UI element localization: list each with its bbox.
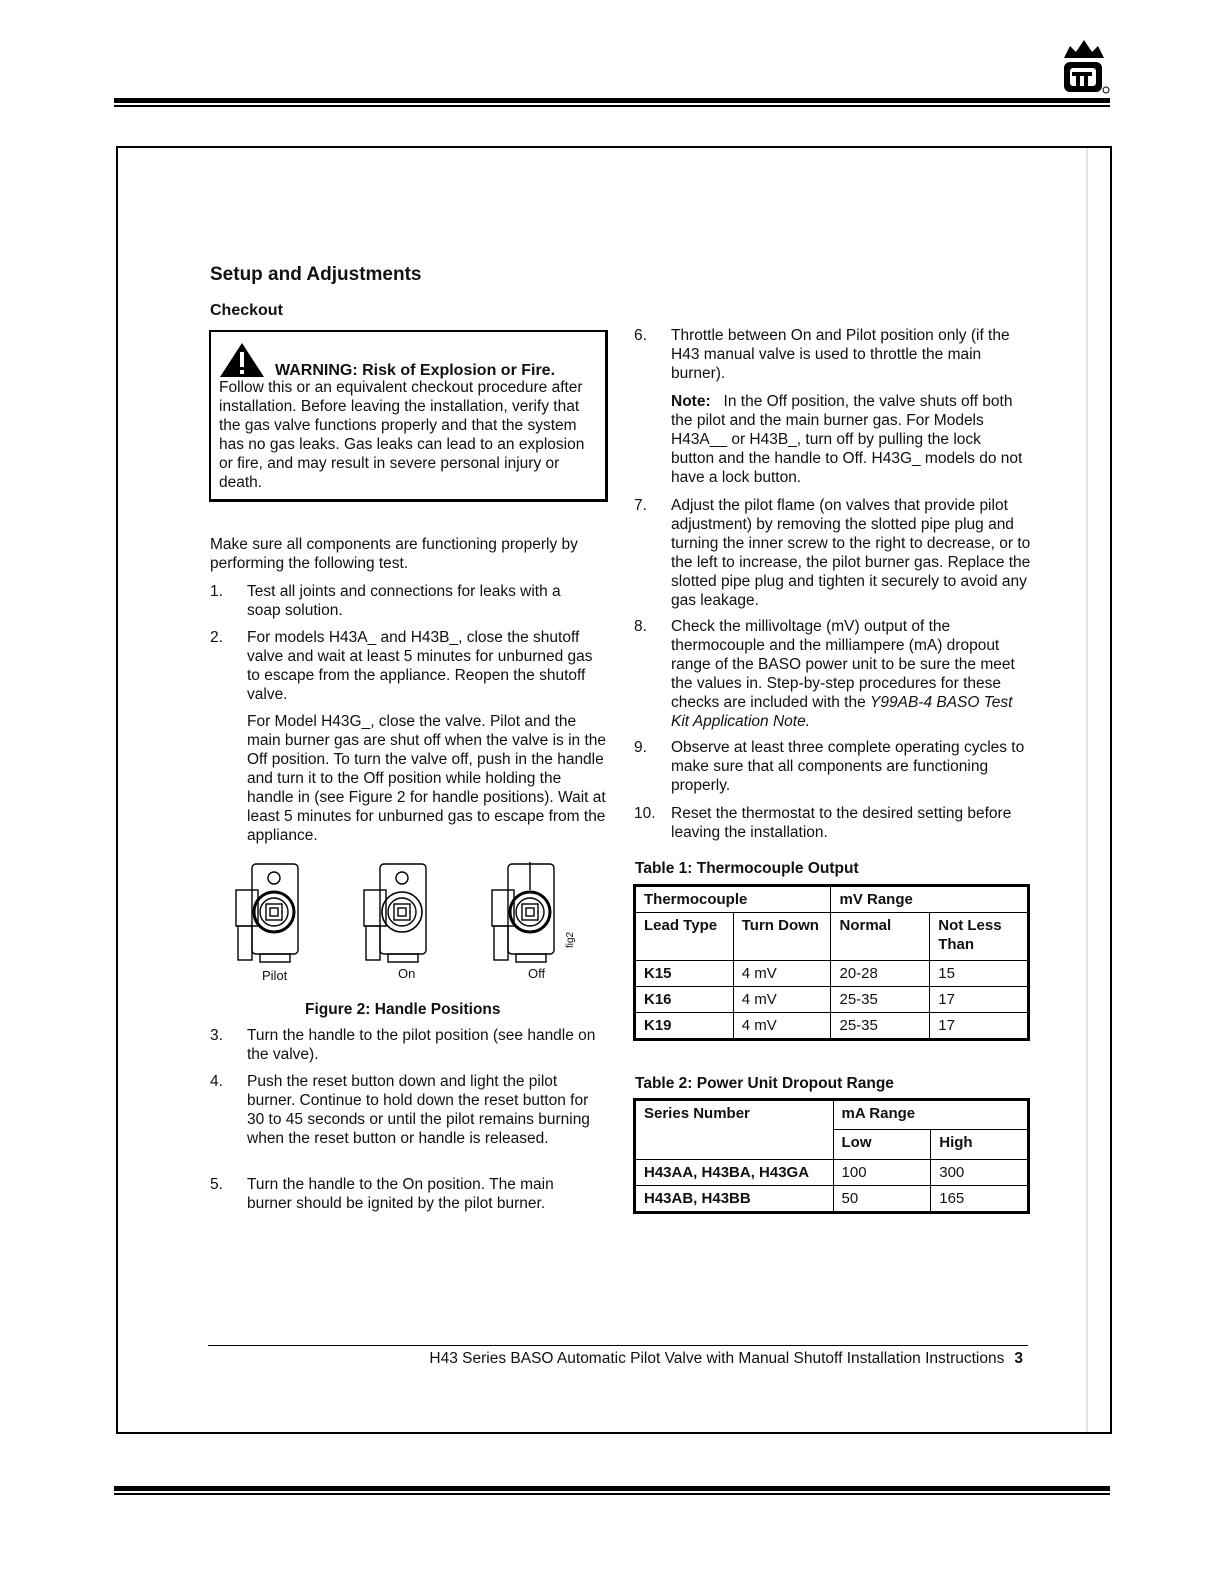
bottom-rule-thick [114, 1486, 1110, 1491]
table-cell: 300 [931, 1160, 1029, 1186]
figure-label-off: Off [528, 966, 546, 981]
footer-rule [208, 1345, 1028, 1346]
page-number: 3 [1014, 1350, 1023, 1367]
table-row [635, 1186, 1029, 1213]
frame-shadow [1086, 148, 1088, 1432]
table-group-header: Thermocouple [635, 886, 831, 913]
table-row [635, 961, 1029, 987]
step-text: Observe at least three complete operating cycles to make sure that all components are functioning properly. [671, 739, 1025, 794]
figure-id: fig2 [565, 931, 576, 948]
warning-title: WARNING: Risk of Explosion or Fire. [275, 362, 556, 379]
figure-caption: Figure 2: Handle Positions [305, 1001, 501, 1018]
power-unit-dropout-table [633, 1098, 1030, 1214]
step-number: 2. [210, 629, 223, 646]
table-cell: 20-28 [831, 961, 930, 987]
table-cell: 17 [930, 1013, 1029, 1040]
table-header: Lead Type [635, 913, 734, 961]
table-header: Normal [831, 913, 930, 961]
table-cell: 25-35 [831, 987, 930, 1013]
step-text: Reset the thermostat to the desired setting before leaving the installation. [671, 805, 1012, 841]
table-cell: 165 [931, 1186, 1029, 1213]
table-row [635, 987, 1029, 1013]
step-8-reference: Y99AB-4 BASO Test Kit Application Note. [671, 694, 1013, 730]
step-number: 3. [210, 1027, 223, 1044]
step-text: Turn the handle to the pilot position (see handle on the valve). [247, 1027, 596, 1063]
table-header: Low [833, 1130, 931, 1160]
step-number: 10. [634, 805, 656, 822]
step-text: Turn the handle to the On position. The main burner should be ignited by the pilot burner. [247, 1176, 554, 1212]
valve-diagrams [230, 862, 582, 970]
step-number: 8. [634, 618, 647, 635]
table-cell: K15 [635, 961, 734, 987]
table-cell: 17 [930, 987, 1029, 1013]
table-row [635, 1160, 1029, 1186]
step-text: Adjust the pilot flame (on valves that provide pilot adjustment) by removing the slotted pipe plug and turning the inner screw to the right to decrease, or to the left to increase, the pilot burner gas. Replace the slotted pipe plug and tighten it securely to avoid any gas leakage. [671, 497, 1031, 609]
note-block [671, 392, 1026, 487]
section-subtitle: Checkout [210, 302, 283, 319]
warning-icon [219, 342, 265, 378]
table-row [635, 1013, 1029, 1040]
table-cell: K19 [635, 1013, 734, 1040]
step-text: Throttle between On and Pilot position only (if the H43 manual valve is used to throttle the main burner). [671, 327, 1010, 382]
step-text: For models H43A_ and H43B_, close the shutoff valve and wait at least 5 minutes for unburned gas to escape from the appliance. Reopen the shutoff valve. [247, 629, 593, 703]
table-cell: H43AA, H43BA, H43GA [635, 1160, 834, 1186]
step-text [671, 617, 1026, 731]
step-number: 5. [210, 1176, 223, 1193]
figure-label-pilot: Pilot [262, 968, 288, 983]
figure-label-on: On [398, 966, 416, 981]
step-text: For Model H43G_, close the valve. Pilot and the main burner gas are shut off when the valve is in the Off position. To turn the valve off, push in the handle and turn it to the Off position while holding the handle in (see Figure 2 for handle positions). Wait at least 5 minutes for unburned gas to escape from the appliance. [247, 713, 607, 844]
section-title: Setup and Adjustments [210, 264, 422, 285]
footer-title: H43 Series BASO Automatic Pilot Valve with Manual Shutoff Installation Instructions [429, 1350, 1005, 1367]
table-cell: 25-35 [831, 1013, 930, 1040]
step-number: 9. [634, 739, 647, 756]
table2-caption: Table 2: Power Unit Dropout Range [635, 1075, 894, 1092]
top-rule-thin [114, 105, 1110, 107]
table-cell: 100 [833, 1160, 931, 1186]
warning-box [209, 330, 608, 502]
note-text: In the Off position, the valve shuts off both the pilot and the main burner gas. For Models H43A__ or H43B_, turn off by pulling the lock button and the handle to Off. H43G_ models do not have a lock button. [671, 393, 1023, 486]
table-cell: 50 [833, 1186, 931, 1213]
table-cell: 15 [930, 961, 1029, 987]
step-text: Push the reset button down and light the pilot burner. Continue to hold down the reset button for 30 to 45 seconds or until the pilot remains burning when the reset button or handle is released. [247, 1073, 590, 1147]
top-rule-thick [114, 98, 1110, 103]
warning-body: Follow this or an equivalent checkout procedure after installation. Before leaving the installation, verify that the gas valve functions properly and that the system has no gas leaks. Gas leaks can lead to an explosion or fire, and may result in severe personal injury or death. [219, 379, 585, 491]
table-group-header: Series Number [635, 1100, 834, 1160]
table-cell: K16 [635, 987, 734, 1013]
table-row [635, 1100, 1029, 1130]
company-logo [1058, 36, 1110, 96]
table1-caption: Table 1: Thermocouple Output [635, 860, 859, 877]
step-number: 4. [210, 1073, 223, 1090]
table-cell: H43AB, H43BB [635, 1186, 834, 1213]
table-group-header: mV Range [831, 886, 1029, 913]
note-label: Note: [671, 393, 711, 410]
table-header: Not Less Than [930, 913, 1029, 961]
bottom-rule-thin [114, 1493, 1110, 1495]
step-number: 1. [210, 583, 223, 600]
table-cell: 4 mV [733, 961, 831, 987]
table-row [635, 886, 1029, 913]
table-row [635, 913, 1029, 961]
step-text: Test all joints and connections for leaks with a soap solution. [247, 583, 561, 619]
step-number: 7. [634, 497, 647, 514]
intro-text: Make sure all components are functioning properly by performing the following test. [210, 536, 578, 572]
table-header: Turn Down [733, 913, 831, 961]
step-number: 6. [634, 327, 647, 344]
table-cell: 4 mV [733, 987, 831, 1013]
table-header: High [931, 1130, 1029, 1160]
table-cell: 4 mV [733, 1013, 831, 1040]
thermocouple-output-table [633, 884, 1030, 1041]
step-8-text: Check the millivoltage (mV) output of the thermocouple and the milliampere (mA) dropout range of the BASO power unit to be sure the meet the values in. Step-by-step procedures for these checks are included with the [671, 618, 1015, 711]
table-group-header: mA Range [833, 1100, 1028, 1130]
page-footer [429, 1350, 1023, 1368]
